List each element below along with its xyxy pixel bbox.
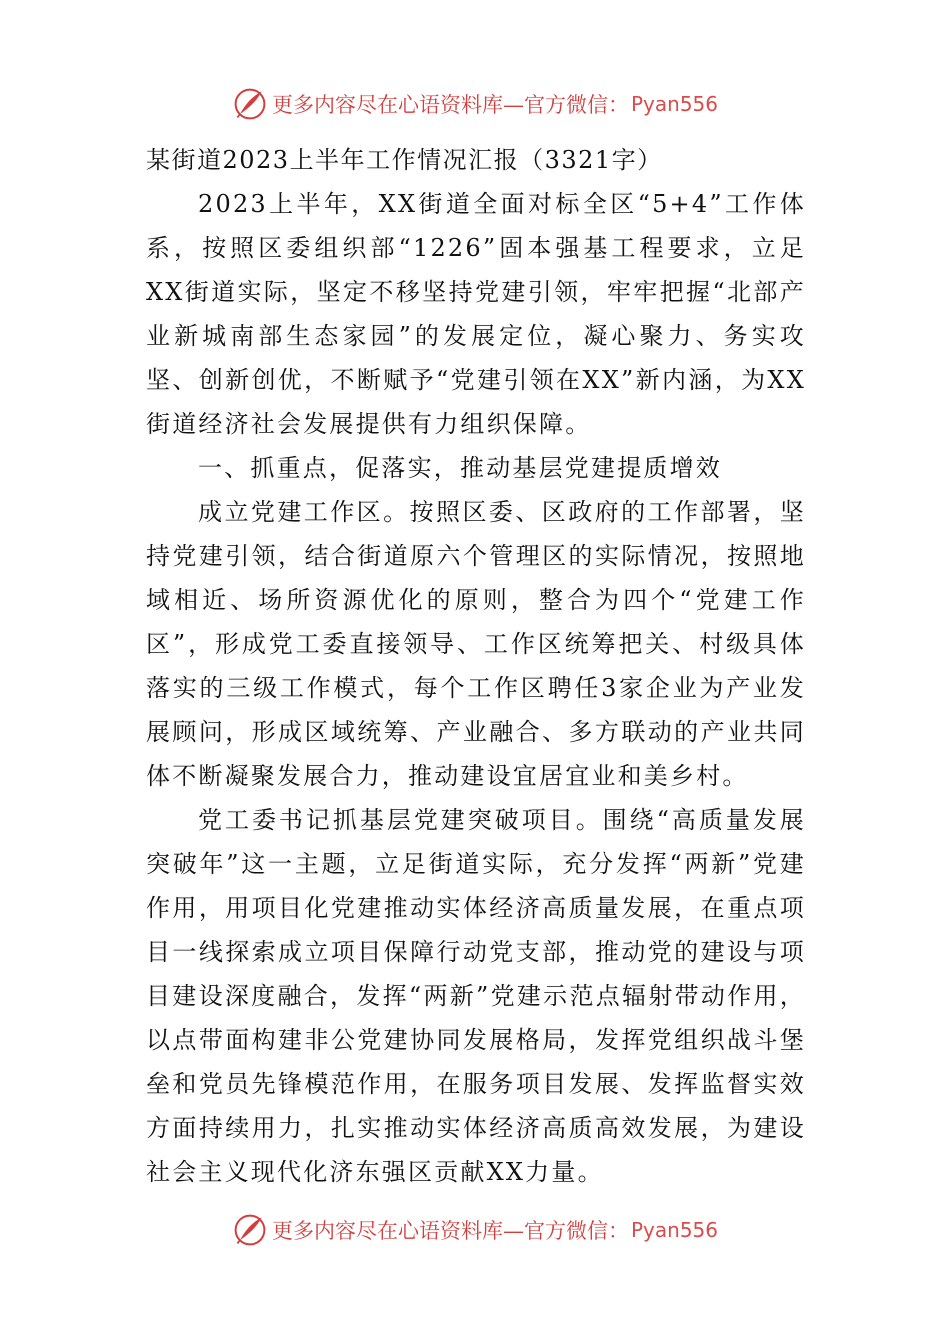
pen-feather-logo-icon (232, 86, 268, 122)
paragraph-intro: 2023上半年，XX街道全面对标全区“5+4”工作体系，按照区委组织部“1226”固本强基工程要求，立足XX街道实际，坚定不移坚持党建引领，牢牢把握“北部产业新城南部生态家园”的发展定位，凝心聚力、务实攻坚、创新创优，不断赋予“党建引领在XX”新内涵，为XX街道经济社会发展提供有力组织保障。 (146, 190, 806, 438)
watermark-text: 更多内容尽在心语资料库—官方微信： (271, 93, 629, 117)
watermark-wechat-id: Pyan556 (630, 1218, 718, 1242)
watermark-wechat-id: Pyan556 (630, 92, 718, 116)
watermark-banner-top (0, 82, 950, 126)
paragraph-work-zone: 成立党建工作区。按照区委、区政府的工作部署，坚持党建引领，结合街道原六个管理区的实际情况，按照地域相近、场所资源优化的原则，整合为四个“党建工作区”，形成党工委直接领导、工作区统筹把关、村级具体落实的三级工作模式，每个工作区聘任3家企业为产业发展顾问，形成区域统筹、产业融合、多方联动的产业共同体不断凝聚发展合力，推动建设宜居宜业和美乡村。 (146, 498, 806, 790)
document-title: 某街道2023上半年工作情况汇报（3321字） (146, 146, 663, 174)
section-heading-1: 一、抓重点，促落实，推动基层党建提质增效 (198, 454, 722, 482)
watermark-text: 更多内容尽在心语资料库—官方微信： (271, 1219, 629, 1243)
document-body (146, 138, 806, 1194)
pen-feather-logo-icon (232, 1212, 268, 1248)
paragraph-secretary-project: 党工委书记抓基层党建突破项目。围绕“高质量发展突破年”这一主题，立足街道实际，充分发挥“两新”党建作用，用项目化党建推动实体经济高质量发展，在重点项目一线探索成立项目保障行动党支部，推动党的建设与项目建设深度融合，发挥“两新”党建示范点辐射带动作用，以点带面构建非公党建协同发展格局，发挥党组织战斗堡垒和党员先锋模范作用，在服务项目发展、发挥监督实效方面持续用力，扎实推动实体经济高质高效发展，为建设社会主义现代化济东强区贡献XX力量。 (146, 806, 806, 1186)
watermark-banner-bottom (0, 1208, 950, 1252)
